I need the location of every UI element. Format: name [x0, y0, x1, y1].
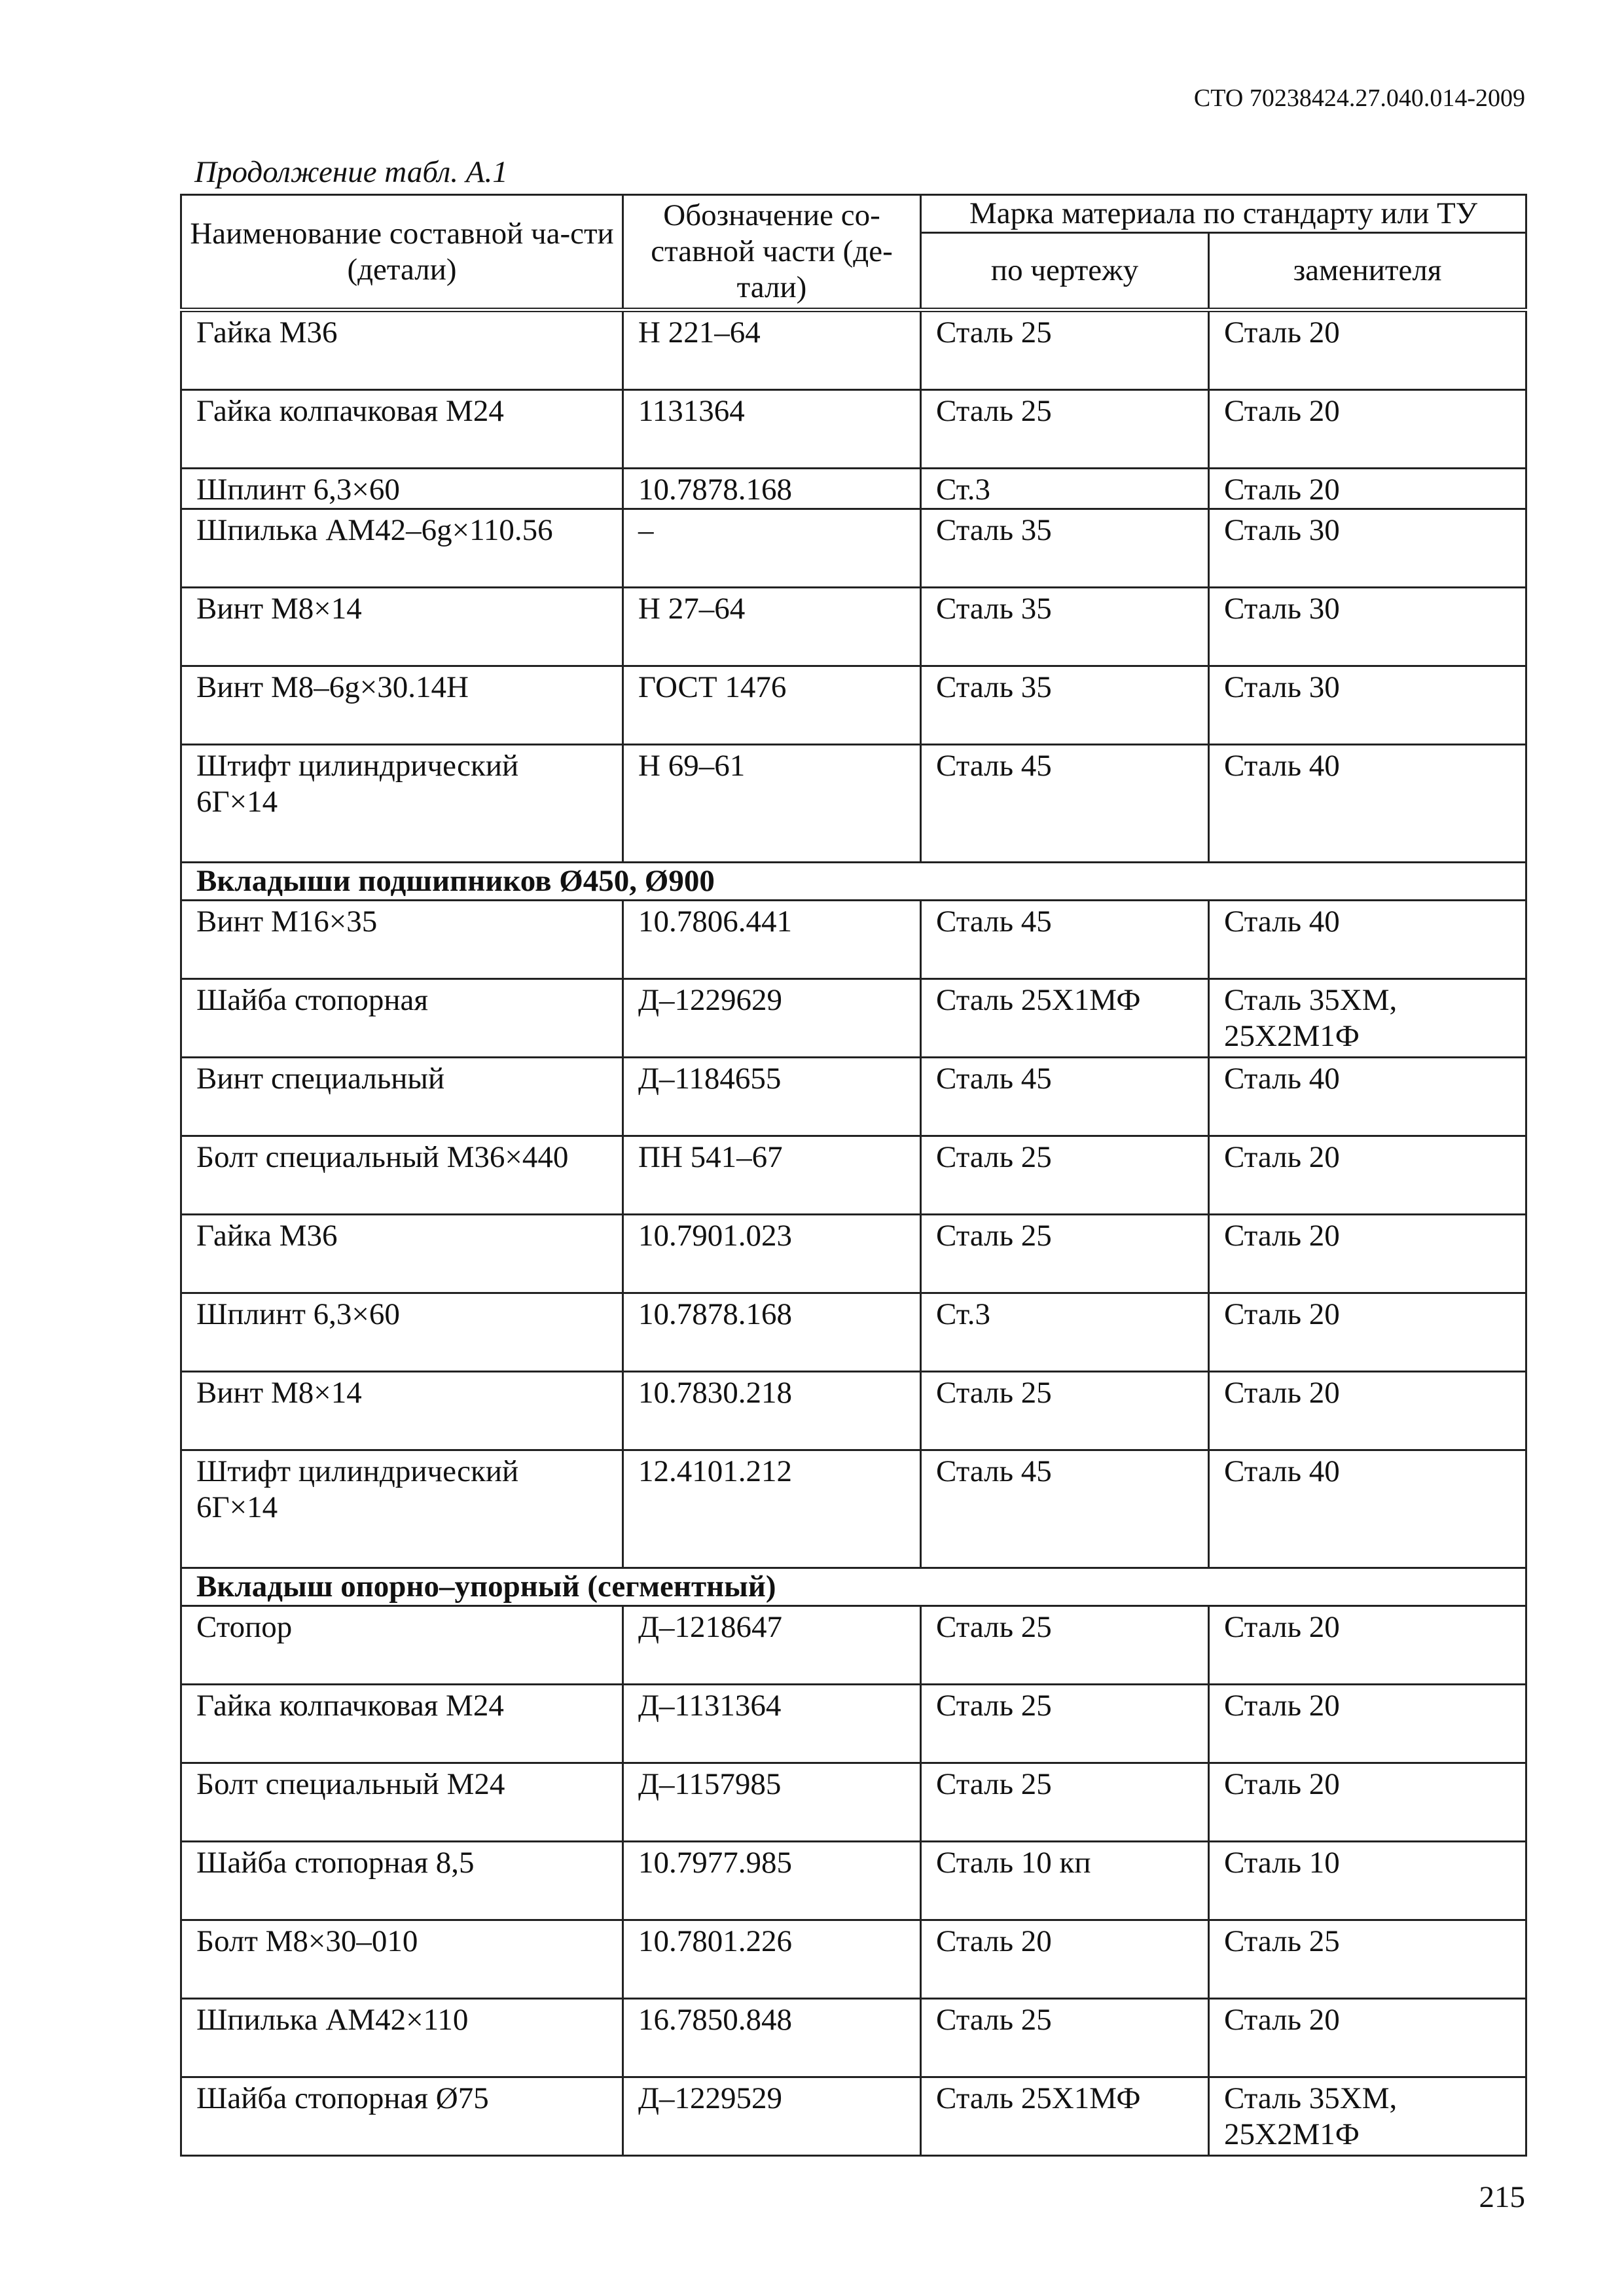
section-title: Вкладыш опорно–упорный (сегментный): [181, 1568, 1526, 1606]
table-row: [181, 1136, 1526, 1215]
cell-substitute: Сталь 20: [1209, 1999, 1526, 2077]
cell-name: Шплинт 6,3×60: [181, 1293, 623, 1372]
cell-substitute: Сталь 30: [1209, 509, 1526, 588]
cell-drawing: Сталь 25: [921, 310, 1209, 390]
cell-name: Болт специальный М24: [181, 1763, 623, 1842]
cell-designation: 12.4101.212: [623, 1450, 921, 1568]
cell-name: Шайба стопорная: [181, 979, 623, 1058]
cell-name: Винт М8×14: [181, 588, 623, 666]
table-row: [181, 1293, 1526, 1372]
table-row: [181, 588, 1526, 666]
cell-substitute: Сталь 20: [1209, 469, 1526, 509]
cell-designation: Д–1157985: [623, 1763, 921, 1842]
cell-substitute: Сталь 20: [1209, 1215, 1526, 1293]
cell-substitute: Сталь 10: [1209, 1842, 1526, 1920]
cell-name: Гайка колпачковая М24: [181, 390, 623, 469]
cell-name: Гайка колпачковая М24: [181, 1685, 623, 1763]
cell-substitute: Сталь 40: [1209, 901, 1526, 979]
cell-designation: 1131364: [623, 390, 921, 469]
cell-substitute: Сталь 20: [1209, 1685, 1526, 1763]
table-row: [181, 1450, 1526, 1568]
cell-designation: Н 221–64: [623, 310, 921, 390]
cell-designation: ПН 541–67: [623, 1136, 921, 1215]
cell-substitute: Сталь 20: [1209, 310, 1526, 390]
cell-designation: 10.7806.441: [623, 901, 921, 979]
cell-drawing: Сталь 10 кп: [921, 1842, 1209, 1920]
table-row: [181, 1606, 1526, 1685]
table-row: [181, 1842, 1526, 1920]
table-row: [181, 1372, 1526, 1450]
cell-designation: Д–1229529: [623, 2077, 921, 2156]
cell-name: Винт М16×35: [181, 901, 623, 979]
cell-designation: 16.7850.848: [623, 1999, 921, 2077]
cell-name: Гайка М36: [181, 310, 623, 390]
cell-drawing: Сталь 25Х1МФ: [921, 2077, 1209, 2156]
cell-drawing: Сталь 35: [921, 666, 1209, 745]
table-row: [181, 1999, 1526, 2077]
cell-substitute: Сталь 20: [1209, 1372, 1526, 1450]
header-name: Наименование составной ча-сти (детали): [181, 195, 623, 310]
table-row: [181, 901, 1526, 979]
cell-substitute: Сталь 30: [1209, 588, 1526, 666]
cell-drawing: Сталь 25: [921, 1763, 1209, 1842]
table-continuation-caption: Продолжение табл. А.1: [194, 155, 508, 189]
cell-name: Винт специальный: [181, 1058, 623, 1136]
section-title: Вкладыши подшипников Ø450, Ø900: [181, 863, 1526, 901]
header-by-drawing: по чертежу: [921, 233, 1209, 310]
cell-drawing: Сталь 35: [921, 509, 1209, 588]
cell-drawing: Сталь 45: [921, 901, 1209, 979]
cell-name: Гайка М36: [181, 1215, 623, 1293]
cell-substitute: Сталь 20: [1209, 1763, 1526, 1842]
cell-drawing: Ст.3: [921, 469, 1209, 509]
cell-name: Шпилька АМ42–6g×110.56: [181, 509, 623, 588]
cell-drawing: Сталь 35: [921, 588, 1209, 666]
cell-substitute: Сталь 25: [1209, 1920, 1526, 1999]
cell-substitute: Сталь 40: [1209, 1450, 1526, 1568]
cell-drawing: Сталь 45: [921, 745, 1209, 863]
cell-drawing: Сталь 25: [921, 1606, 1209, 1685]
table-row: [181, 1215, 1526, 1293]
cell-drawing: Ст.3: [921, 1293, 1209, 1372]
cell-drawing: Сталь 25: [921, 1372, 1209, 1450]
cell-drawing: Сталь 25: [921, 1685, 1209, 1763]
table-row: [181, 1763, 1526, 1842]
table-row: [181, 666, 1526, 745]
table-row: [181, 310, 1526, 390]
cell-designation: 10.7878.168: [623, 1293, 921, 1372]
table-row: [181, 469, 1526, 509]
cell-designation: 10.7977.985: [623, 1842, 921, 1920]
cell-drawing: Сталь 45: [921, 1450, 1209, 1568]
cell-name: Стопор: [181, 1606, 623, 1685]
table-row: [181, 1920, 1526, 1999]
cell-drawing: Сталь 25Х1МФ: [921, 979, 1209, 1058]
cell-name: Винт М8–6g×30.14Н: [181, 666, 623, 745]
cell-substitute: Сталь 20: [1209, 1293, 1526, 1372]
cell-designation: 10.7801.226: [623, 1920, 921, 1999]
cell-designation: Д–1184655: [623, 1058, 921, 1136]
cell-name: Шплинт 6,3×60: [181, 469, 623, 509]
cell-drawing: Сталь 25: [921, 1999, 1209, 2077]
cell-substitute: Сталь 20: [1209, 1136, 1526, 1215]
cell-name: Болт специальный М36×440: [181, 1136, 623, 1215]
cell-name: Шайба стопорная 8,5: [181, 1842, 623, 1920]
cell-substitute: Сталь 40: [1209, 745, 1526, 863]
cell-designation: Н 27–64: [623, 588, 921, 666]
cell-substitute: Сталь 20: [1209, 1606, 1526, 1685]
page-number: 215: [1479, 2180, 1525, 2214]
header-material-group: Марка материала по стандарту или ТУ: [921, 195, 1526, 233]
cell-name: Шайба стопорная Ø75: [181, 2077, 623, 2156]
header-substitute: заменителя: [1209, 233, 1526, 310]
cell-substitute: Сталь 35ХМ, 25Х2М1Ф: [1209, 979, 1526, 1058]
cell-drawing: Сталь 25: [921, 1215, 1209, 1293]
cell-designation: 10.7901.023: [623, 1215, 921, 1293]
table-row: [181, 1685, 1526, 1763]
materials-table: [180, 194, 1527, 2157]
cell-drawing: Сталь 25: [921, 1136, 1209, 1215]
cell-drawing: Сталь 45: [921, 1058, 1209, 1136]
table-row: [181, 745, 1526, 863]
cell-name: Штифт цилиндрический 6Г×14: [181, 1450, 623, 1568]
cell-designation: 10.7878.168: [623, 469, 921, 509]
section-header-row: [181, 1568, 1526, 1606]
cell-name: Винт М8×14: [181, 1372, 623, 1450]
cell-designation: ГОСТ 1476: [623, 666, 921, 745]
table-row: [181, 1058, 1526, 1136]
cell-designation: Д–1131364: [623, 1685, 921, 1763]
cell-substitute: Сталь 35ХМ, 25Х2М1Ф: [1209, 2077, 1526, 2156]
cell-name: Штифт цилиндрический 6Г×14: [181, 745, 623, 863]
table-row: [181, 2077, 1526, 2156]
header-designation: Обозначение со-ставной части (де-тали): [623, 195, 921, 310]
cell-designation: Д–1229629: [623, 979, 921, 1058]
document-code: СТО 70238424.27.040.014-2009: [1193, 84, 1525, 112]
section-header-row: [181, 863, 1526, 901]
cell-substitute: Сталь 20: [1209, 390, 1526, 469]
cell-substitute: Сталь 40: [1209, 1058, 1526, 1136]
cell-designation: Д–1218647: [623, 1606, 921, 1685]
cell-designation: Н 69–61: [623, 745, 921, 863]
table-row: [181, 509, 1526, 588]
cell-drawing: Сталь 25: [921, 390, 1209, 469]
table-row: [181, 390, 1526, 469]
cell-designation: –: [623, 509, 921, 588]
cell-name: Болт М8×30–010: [181, 1920, 623, 1999]
cell-drawing: Сталь 20: [921, 1920, 1209, 1999]
table-row: [181, 979, 1526, 1058]
cell-name: Шпилька АМ42×110: [181, 1999, 623, 2077]
cell-substitute: Сталь 30: [1209, 666, 1526, 745]
cell-designation: 10.7830.218: [623, 1372, 921, 1450]
